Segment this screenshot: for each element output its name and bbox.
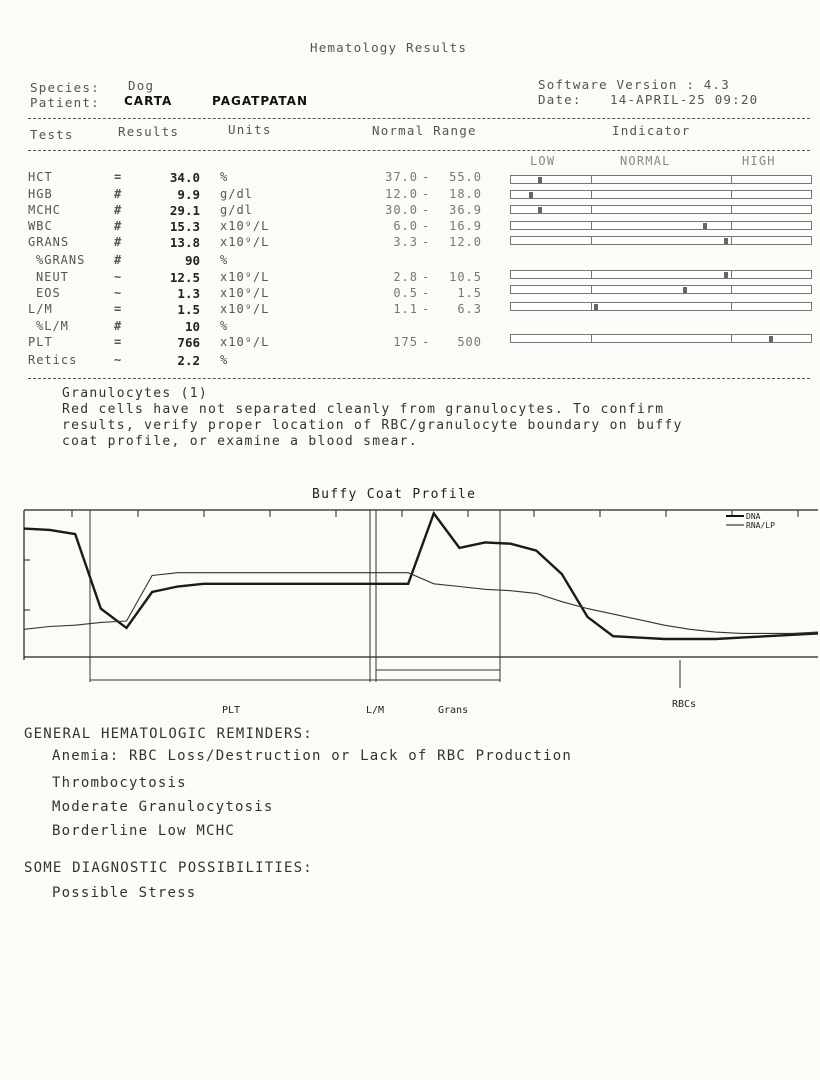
range-dash: - <box>422 187 431 201</box>
indicator-divider <box>731 334 732 343</box>
indicator-marker <box>538 207 542 213</box>
dna-series-line <box>24 513 818 639</box>
indicator-high-label: HIGH <box>742 154 776 168</box>
legend-dna-label: DNA <box>746 512 761 521</box>
region-label-grans: Grans <box>438 705 469 715</box>
test-name: %GRANS <box>36 253 86 267</box>
range-high: 500 <box>457 335 482 349</box>
report-date: 14-APRIL-25 09:20 <box>610 92 759 107</box>
reminder-item: Thrombocytosis <box>52 775 187 791</box>
result-unit: x10⁹/L <box>220 302 270 316</box>
region-label-plt: PLT <box>222 705 241 715</box>
range-low: 0.5 <box>393 286 418 300</box>
header-units: Units <box>228 122 272 137</box>
indicator-divider <box>731 221 732 230</box>
result-flag: # <box>114 235 123 249</box>
indicator-bar <box>510 285 812 294</box>
indicator-divider <box>731 236 732 245</box>
range-dash: - <box>422 270 431 284</box>
result-value: 1.3 <box>177 286 200 301</box>
range-high: 1.5 <box>457 286 482 300</box>
range-high: 12.0 <box>449 235 482 249</box>
diagnostic-item: Possible Stress <box>52 885 197 901</box>
indicator-low-label: LOW <box>530 154 556 168</box>
range-low: 12.0 <box>385 187 418 201</box>
result-value: 2.2 <box>177 353 200 368</box>
range-dash: - <box>422 302 431 316</box>
result-flag: # <box>114 319 123 333</box>
range-high: 18.0 <box>449 187 482 201</box>
indicator-bar <box>510 270 812 279</box>
report-title: Hematology Results <box>310 40 468 55</box>
test-name: %L/M <box>36 319 69 333</box>
indicator-divider <box>731 285 732 294</box>
range-low: 6.0 <box>393 219 418 233</box>
result-flag: # <box>114 219 123 233</box>
indicator-marker <box>703 223 707 229</box>
range-low: 1.1 <box>393 302 418 316</box>
result-flag: # <box>114 253 123 267</box>
indicator-divider <box>731 175 732 184</box>
date-label: Date: <box>538 92 582 107</box>
indicator-marker <box>538 177 542 183</box>
header-results: Results <box>118 124 180 139</box>
result-flag: ~ <box>114 353 123 367</box>
indicator-divider <box>591 190 592 199</box>
message-line: results, verify proper location of RBC/granulocyte boundary on buffy <box>62 418 683 433</box>
test-name: EOS <box>36 286 61 300</box>
range-high: 16.9 <box>449 219 482 233</box>
indicator-divider <box>591 175 592 184</box>
indicator-marker <box>683 287 687 293</box>
range-low: 2.8 <box>393 270 418 284</box>
result-unit: x10⁹/L <box>220 335 270 349</box>
result-flag: = <box>114 302 123 316</box>
diagnostics-heading: SOME DIAGNOSTIC POSSIBILITIES: <box>24 860 313 876</box>
range-dash: - <box>422 219 431 233</box>
indicator-divider <box>591 334 592 343</box>
result-value: 12.5 <box>169 270 200 285</box>
result-flag: # <box>114 187 123 201</box>
message-heading: Granulocytes (1) <box>62 386 209 401</box>
result-unit: % <box>220 253 229 267</box>
message-line: Red cells have not separated cleanly from granulocytes. To confirm <box>62 402 665 417</box>
test-name: WBC <box>28 219 53 233</box>
test-name: HGB <box>28 187 53 201</box>
range-high: 55.0 <box>449 170 482 184</box>
result-value: 10 <box>184 319 200 334</box>
indicator-bar <box>510 236 812 245</box>
reminder-item: Anemia: RBC Loss/Destruction or Lack of RBC Production <box>52 748 572 764</box>
indicator-marker <box>724 272 728 278</box>
result-value: 766 <box>177 335 200 350</box>
result-flag: ~ <box>114 286 123 300</box>
indicator-divider <box>731 270 732 279</box>
indicator-normal-label: NORMAL <box>620 154 671 168</box>
range-dash: - <box>422 170 431 184</box>
indicator-bar <box>510 334 812 343</box>
divider <box>28 118 810 119</box>
test-name: PLT <box>28 335 53 349</box>
test-name: Retics <box>28 353 78 367</box>
range-low: 175 <box>393 335 418 349</box>
result-value: 90 <box>184 253 200 268</box>
patient-label: Patient: <box>30 95 100 110</box>
indicator-divider <box>731 205 732 214</box>
range-dash: - <box>422 235 431 249</box>
indicator-divider <box>591 221 592 230</box>
result-unit: % <box>220 353 229 367</box>
software-version: Software Version : 4.3 <box>538 77 730 92</box>
region-label-lm: L/M <box>366 705 385 715</box>
indicator-bar <box>510 190 812 199</box>
result-flag: ~ <box>114 270 123 284</box>
test-name: MCHC <box>28 203 61 217</box>
result-value: 13.8 <box>169 235 200 250</box>
result-unit: x10⁹/L <box>220 219 270 233</box>
indicator-divider <box>591 302 592 311</box>
species-label: Species: <box>30 80 100 95</box>
result-unit: g/dl <box>220 187 253 201</box>
patient-first-name: CARTA <box>124 94 173 108</box>
result-unit: g/dl <box>220 203 253 217</box>
header-indicator: Indicator <box>612 123 691 138</box>
result-value: 15.3 <box>169 219 200 234</box>
range-low: 3.3 <box>393 235 418 249</box>
test-name: HCT <box>28 170 53 184</box>
test-name: NEUT <box>36 270 69 284</box>
result-flag: = <box>114 335 123 349</box>
result-unit: % <box>220 170 229 184</box>
legend-rna-label: RNA/LP <box>746 521 775 530</box>
range-high: 36.9 <box>449 203 482 217</box>
indicator-marker <box>769 336 773 342</box>
result-unit: x10⁹/L <box>220 270 270 284</box>
indicator-bar <box>510 302 812 311</box>
indicator-bar <box>510 175 812 184</box>
indicator-divider <box>731 302 732 311</box>
indicator-marker <box>529 192 533 198</box>
range-high: 10.5 <box>449 270 482 284</box>
test-name: GRANS <box>28 235 70 249</box>
range-dash: - <box>422 203 431 217</box>
region-label-rbcs: RBCs <box>672 699 697 710</box>
indicator-bar <box>510 221 812 230</box>
test-name: L/M <box>28 302 53 316</box>
indicator-divider <box>591 270 592 279</box>
indicator-divider <box>591 285 592 294</box>
result-unit: x10⁹/L <box>220 286 270 300</box>
message-line: coat profile, or examine a blood smear. <box>62 434 418 449</box>
range-low: 37.0 <box>385 170 418 184</box>
reminder-item: Borderline Low MCHC <box>52 823 235 839</box>
result-value: 29.1 <box>169 203 200 218</box>
divider <box>28 150 810 151</box>
range-high: 6.3 <box>457 302 482 316</box>
result-value: 34.0 <box>169 170 200 185</box>
result-flag: = <box>114 170 123 184</box>
result-unit: % <box>220 319 229 333</box>
result-flag: # <box>114 203 123 217</box>
divider <box>28 378 810 379</box>
range-low: 30.0 <box>385 203 418 217</box>
chart-title: Buffy Coat Profile <box>312 487 477 502</box>
indicator-divider <box>731 190 732 199</box>
range-dash: - <box>422 335 431 349</box>
result-value: 1.5 <box>177 302 200 317</box>
indicator-marker <box>724 238 728 244</box>
result-value: 9.9 <box>177 187 200 202</box>
patient-last-name: PAGATPATAN <box>212 94 309 108</box>
result-unit: x10⁹/L <box>220 235 270 249</box>
indicator-divider <box>591 236 592 245</box>
range-dash: - <box>422 286 431 300</box>
buffy-coat-chart <box>0 500 820 715</box>
indicator-bar <box>510 205 812 214</box>
reminder-item: Moderate Granulocytosis <box>52 799 274 815</box>
species-value: Dog <box>128 78 155 93</box>
indicator-divider <box>591 205 592 214</box>
indicator-marker <box>594 304 598 310</box>
header-normal-range: Normal Range <box>372 123 477 138</box>
reminders-heading: GENERAL HEMATOLOGIC REMINDERS: <box>24 726 313 742</box>
header-tests: Tests <box>30 127 74 142</box>
